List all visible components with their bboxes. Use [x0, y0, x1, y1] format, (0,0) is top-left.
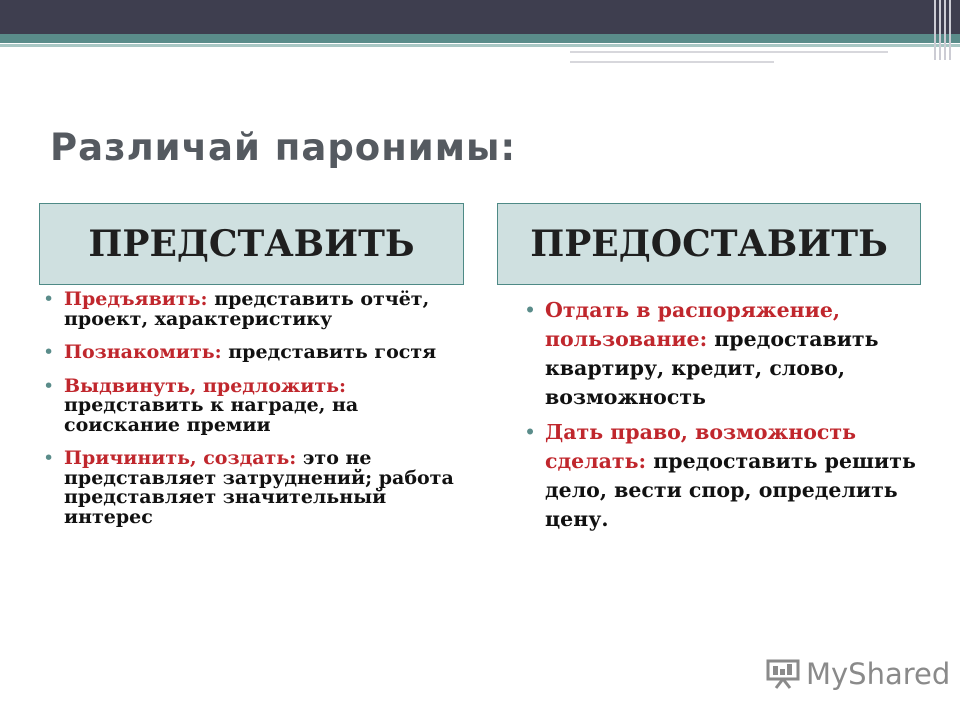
definition-term: Причинить, создать:	[64, 447, 297, 469]
watermark-text: MyShared	[806, 657, 951, 691]
definition-term: Предъявить:	[64, 288, 208, 310]
header-right-label: ПРЕДОСТАВИТЬ	[530, 223, 888, 265]
right-definitions-list	[523, 296, 923, 540]
list-item	[42, 343, 462, 363]
left-definitions-list	[42, 290, 462, 541]
definition-text: представить к награде, на соискание премии	[64, 394, 359, 436]
header-box-right	[497, 203, 921, 285]
definition-term: Отдать в распоряжение, пользование:	[545, 298, 841, 351]
definition-text: предоставить решить дело, вести спор, определить цену.	[545, 449, 916, 531]
header-box-left	[39, 203, 464, 285]
definition-text: представить отчёт, проект, характеристику	[64, 288, 430, 330]
definition-text: представить гостя	[221, 341, 437, 363]
definition-text: предоставить квартиру, кредит, слово, возможность	[545, 327, 879, 409]
list-item	[42, 449, 462, 527]
top-accent-line	[570, 61, 774, 63]
header-left-label: ПРЕДСТАВИТЬ	[88, 223, 415, 265]
top-dark-bar	[0, 0, 960, 34]
presentation-board-icon	[766, 659, 800, 689]
definition-term: Выдвинуть, предложить:	[64, 374, 347, 397]
slide-title: Различай паронимы:	[50, 126, 517, 169]
watermark	[766, 656, 950, 692]
top-teal-bar	[0, 34, 960, 43]
list-item	[42, 290, 462, 329]
definition-term: Дать право, возможность сделать:	[545, 420, 857, 473]
top-teal-highlight	[0, 44, 960, 47]
definition-term: Познакомить:	[64, 341, 222, 363]
list-item	[42, 374, 462, 436]
list-item	[523, 418, 923, 534]
top-accent-line	[570, 51, 888, 53]
top-right-decoration	[934, 0, 956, 60]
list-item	[523, 296, 923, 412]
definition-text: это не представляет затруднений; работа представляет значительный интерес	[64, 447, 454, 528]
